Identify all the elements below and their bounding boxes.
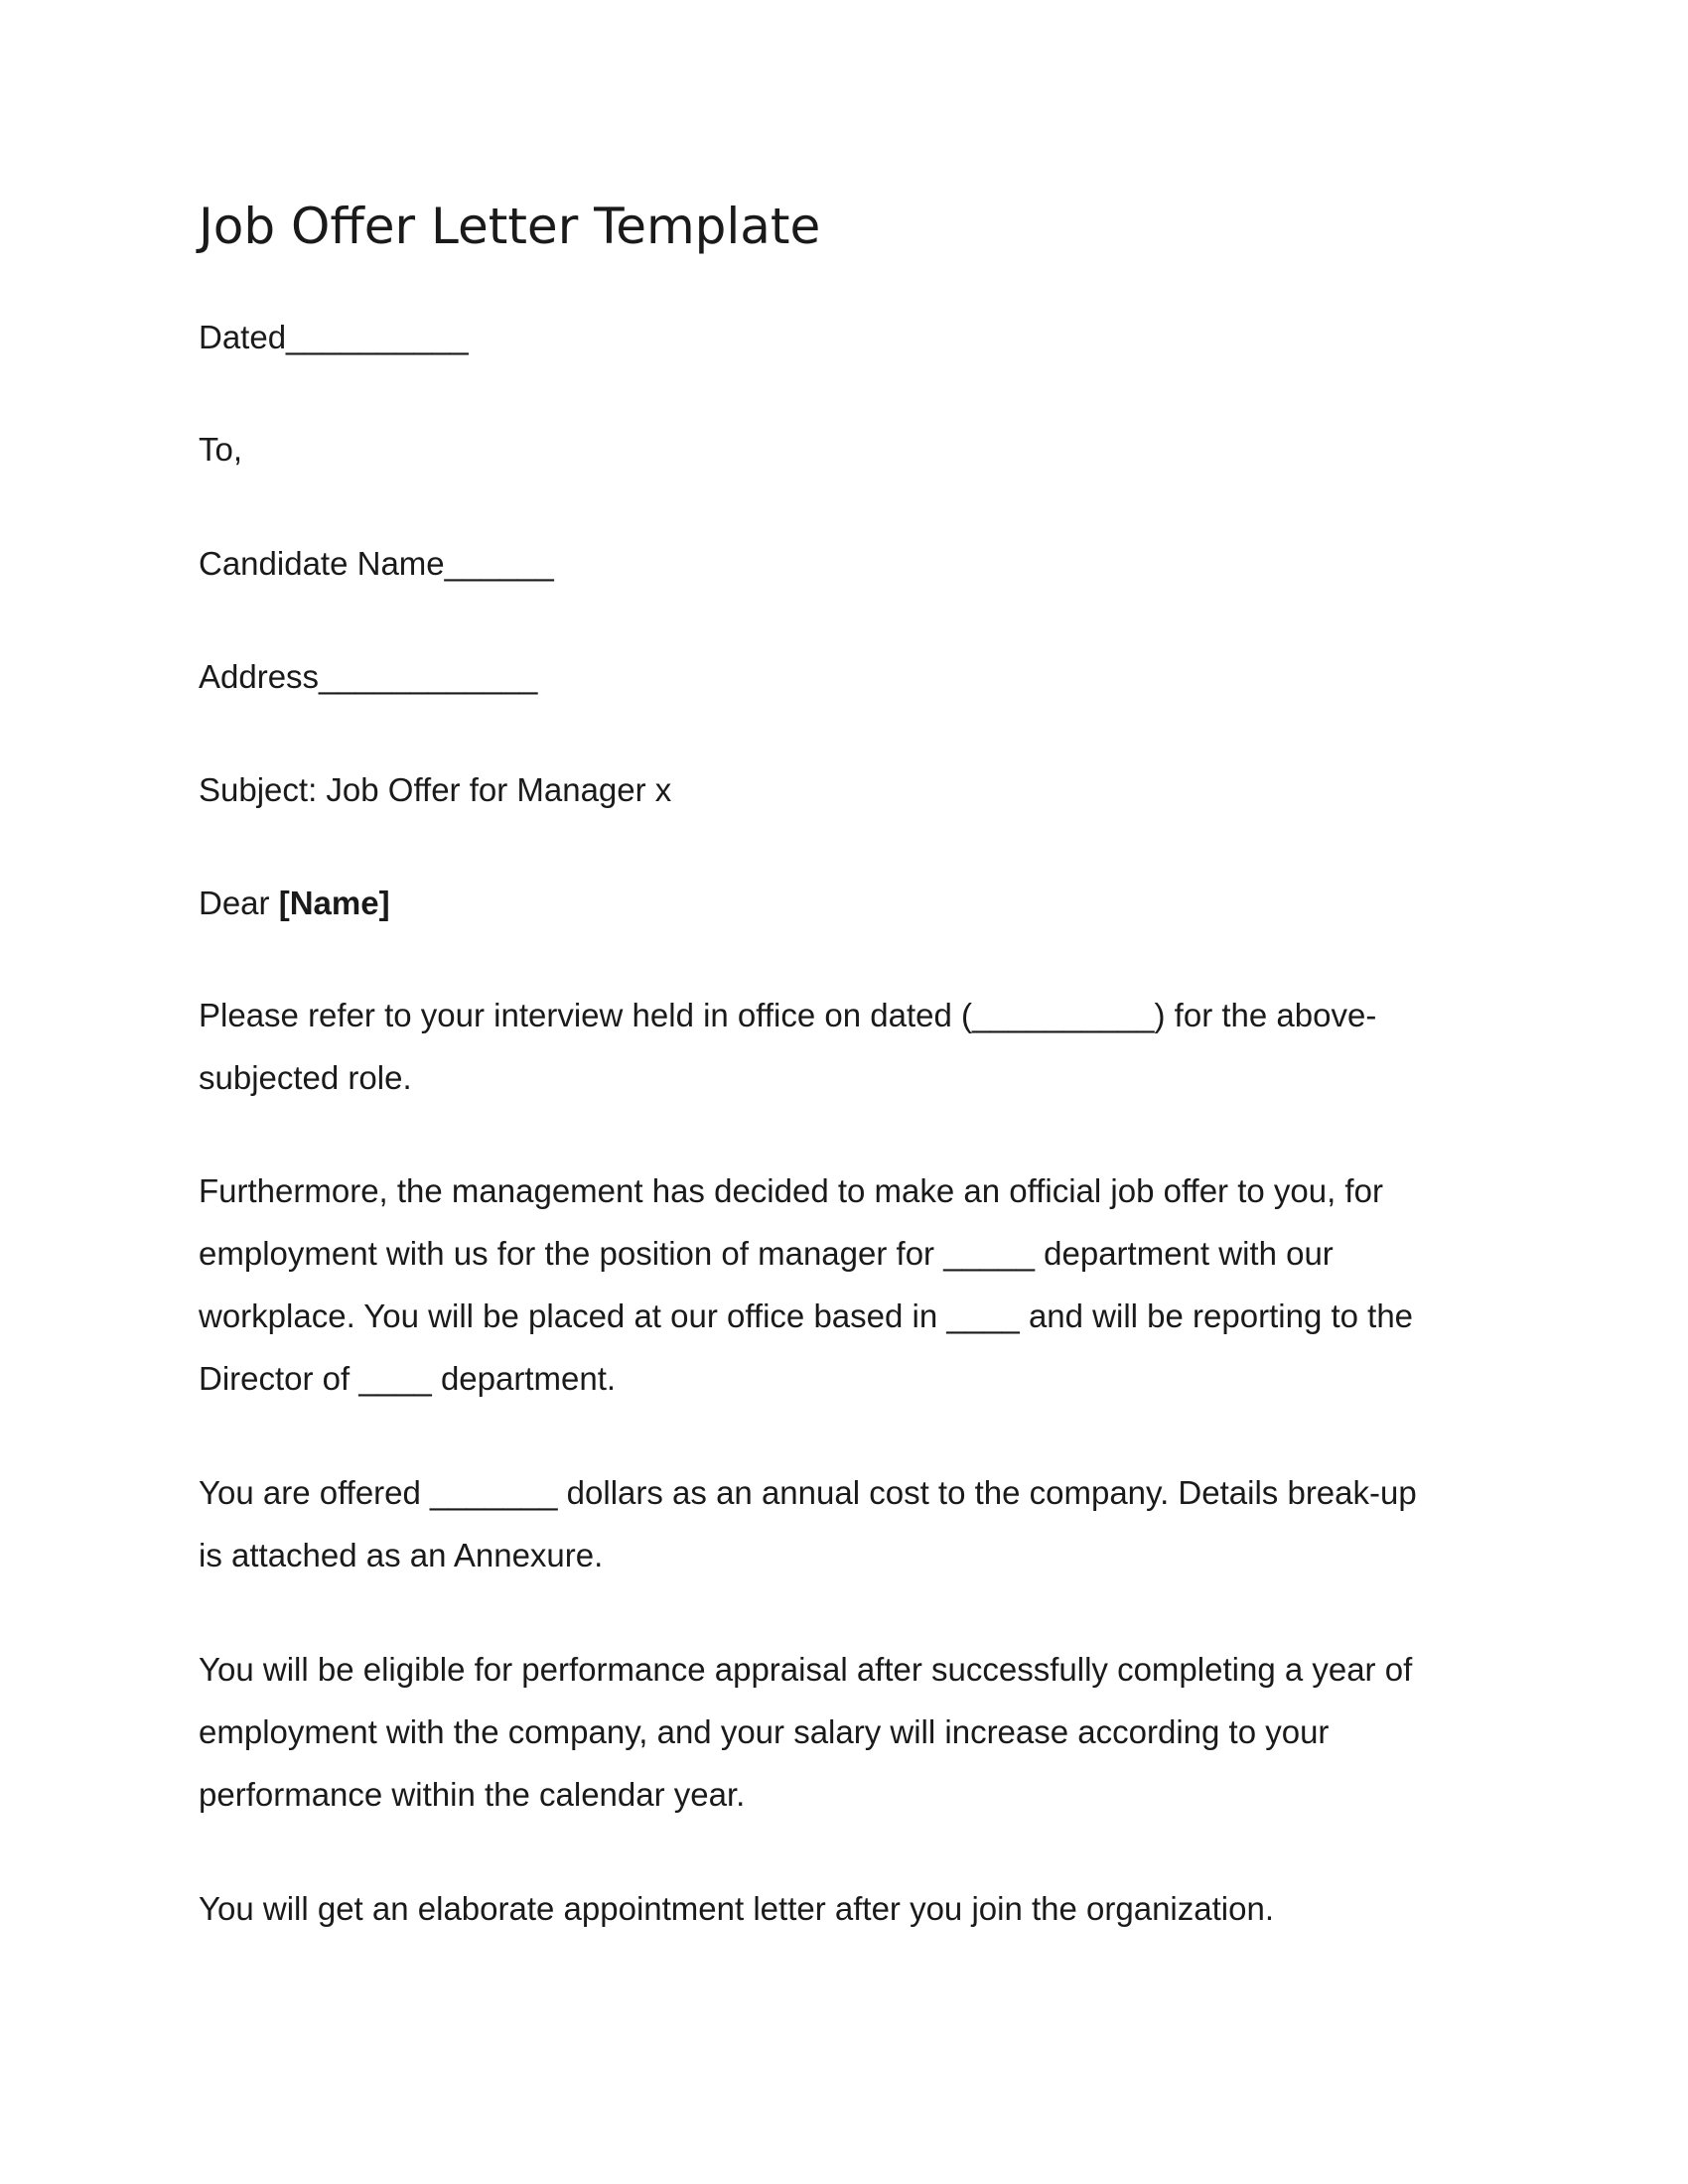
letter-page — [199, 0, 1489, 2184]
paragraph-line: Please refer to your interview held in office on dated (__________) for the above- — [199, 997, 1377, 1033]
paragraph-line: employment with the company, and your salary will increase according to your — [199, 1713, 1330, 1750]
paragraph-line: workplace. You will be placed at our office based in ____ and will be reporting to the — [199, 1297, 1414, 1334]
paragraph-interview — [199, 984, 1489, 1109]
paragraph-line: Director of ____ department. — [199, 1360, 617, 1397]
salutation — [199, 872, 1489, 934]
paragraph-line: Furthermore, the management has decided to make an official job offer to you, for — [199, 1172, 1383, 1209]
paragraph-compensation — [199, 1461, 1489, 1586]
paragraph-line: You are offered _______ dollars as an annual cost to the company. Details break-up — [199, 1474, 1417, 1511]
paragraph-appointment — [199, 1877, 1489, 1940]
paragraph-offer — [199, 1160, 1489, 1410]
paragraph-line: You will be eligible for performance appraisal after successfully completing a year of — [199, 1651, 1413, 1688]
salutation-prefix: Dear — [199, 885, 279, 921]
paragraph-line: You will get an elaborate appointment letter after you join the organization. — [199, 1890, 1274, 1927]
paragraph-line: is attached as an Annexure. — [199, 1537, 604, 1573]
paragraph-line: subjected role. — [199, 1059, 412, 1096]
to-line: To, — [199, 431, 243, 468]
paragraph-appraisal — [199, 1638, 1489, 1826]
paragraph-line: employment with us for the position of manager for _____ department with our — [199, 1235, 1334, 1272]
paragraph-line: performance within the calendar year. — [199, 1776, 746, 1813]
document-title: Job Offer Letter Template — [199, 198, 821, 255]
dated-line: Dated__________ — [199, 319, 469, 355]
subject-line: Subject: Job Offer for Manager x — [199, 771, 672, 808]
candidate-name-line: Candidate Name______ — [199, 545, 554, 582]
address-line: Address____________ — [199, 658, 538, 695]
salutation-name: [Name] — [278, 885, 390, 921]
